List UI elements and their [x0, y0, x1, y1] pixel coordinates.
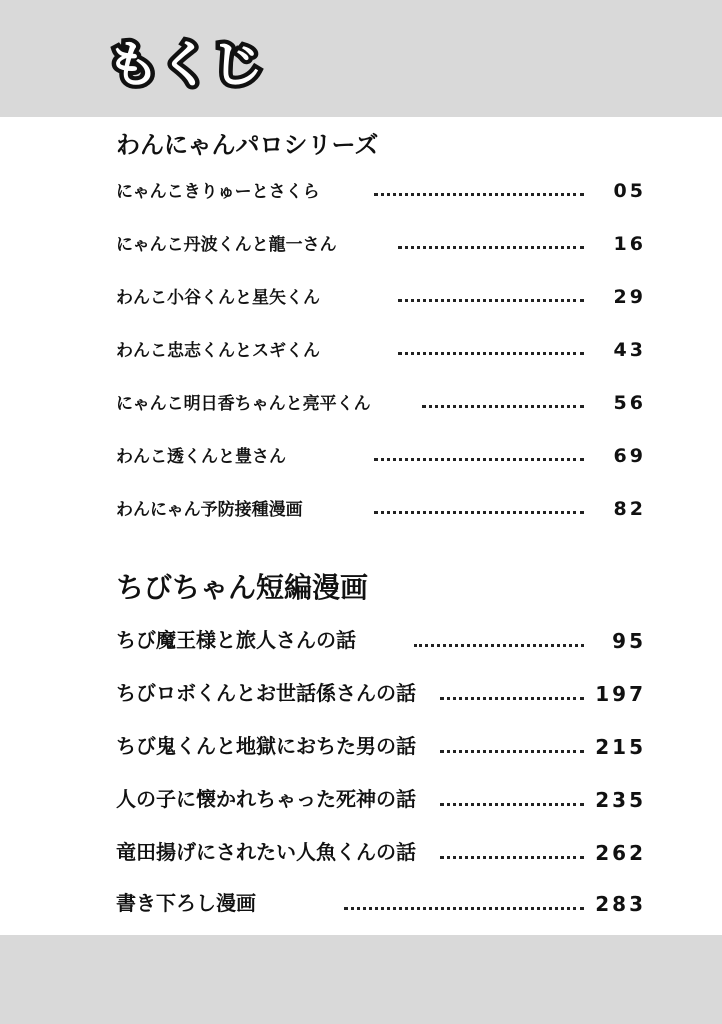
- entry-title: わんこ小谷くんと星矢くん: [116, 288, 320, 308]
- leader-dots: [398, 246, 584, 249]
- entry-title: 竜田揚げにされたい人魚くんの話: [116, 840, 416, 864]
- entry-title: ちびロボくんとお世話係さんの話: [116, 681, 416, 705]
- toc-entry[interactable]: [116, 490, 646, 520]
- entry-title: ちび魔王様と旅人さんの話: [116, 628, 356, 652]
- leader-dots: [440, 697, 584, 700]
- entry-title: にゃんこきりゅーとさくら: [116, 182, 320, 202]
- entry-page: 95: [612, 629, 646, 653]
- entry-title: ちび鬼くんと地獄におちた男の話: [116, 734, 416, 758]
- entry-page: 197: [595, 682, 646, 706]
- toc-entry[interactable]: [116, 225, 646, 255]
- leader-dots: [374, 193, 584, 196]
- section-title-chibi: ちびちゃん短編漫画: [116, 571, 369, 604]
- entry-page: 262: [595, 841, 646, 865]
- toc-entry[interactable]: [116, 331, 646, 361]
- leader-dots: [440, 856, 584, 859]
- entry-title: 書き下ろし漫画: [116, 891, 256, 915]
- entry-page: 235: [595, 788, 646, 812]
- toc-entry[interactable]: [116, 437, 646, 467]
- leader-dots: [414, 644, 584, 647]
- toc-entry[interactable]: [116, 172, 646, 202]
- leader-dots: [374, 458, 584, 461]
- leader-dots: [398, 352, 584, 355]
- entry-title: わんこ透くんと豊さん: [116, 447, 286, 467]
- entry-page: 283: [595, 892, 646, 916]
- toc-entry[interactable]: [116, 623, 646, 653]
- entry-title: わんにゃん予防接種漫画: [116, 500, 303, 520]
- footer-band: [0, 935, 722, 1024]
- entry-title: 人の子に懐かれちゃった死神の話: [116, 787, 416, 811]
- entry-title: わんこ忠志くんとスギくん: [116, 341, 320, 361]
- toc-entry[interactable]: [116, 676, 646, 706]
- toc-entry[interactable]: [116, 278, 646, 308]
- entry-title: にゃんこ明日香ちゃんと亮平くん: [116, 394, 371, 414]
- entry-page: 215: [595, 735, 646, 759]
- entry-page: 05: [613, 180, 646, 202]
- toc-entry[interactable]: [116, 886, 646, 916]
- leader-dots: [344, 907, 584, 910]
- section-title-wannyan: わんにゃんパロシリーズ: [116, 131, 379, 159]
- toc-entry[interactable]: [116, 384, 646, 414]
- leader-dots: [398, 299, 584, 302]
- entry-page: 82: [613, 498, 646, 520]
- entry-page: 56: [613, 392, 646, 414]
- leader-dots: [374, 511, 584, 514]
- entry-title: にゃんこ丹波くんと龍一さん: [116, 235, 337, 255]
- entry-page: 43: [613, 339, 646, 361]
- toc-entry[interactable]: [116, 835, 646, 865]
- entry-page: 69: [613, 445, 646, 467]
- entry-page: 29: [613, 286, 646, 308]
- entry-page: 16: [613, 233, 646, 255]
- toc-entry[interactable]: [116, 782, 646, 812]
- leader-dots: [440, 803, 584, 806]
- toc-logo: もくじ: [106, 35, 262, 94]
- leader-dots: [422, 405, 584, 408]
- toc-entry[interactable]: [116, 729, 646, 759]
- leader-dots: [440, 750, 584, 753]
